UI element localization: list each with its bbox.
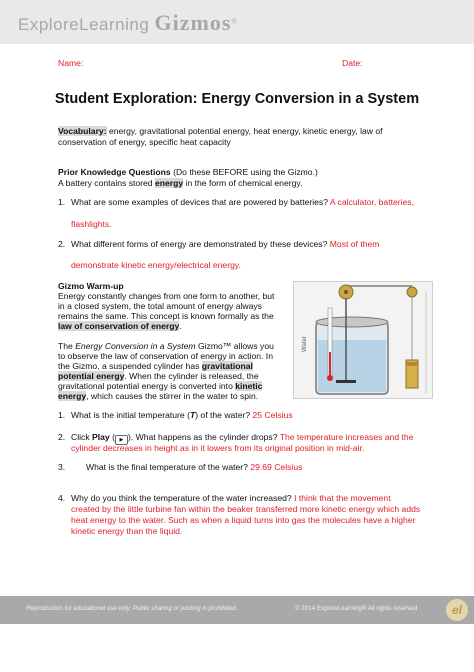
prior-q2-answer-a: Most of them: [329, 239, 380, 249]
energy-term-2: energy: [58, 391, 87, 401]
q4-answer-d: kinetic energy than the liquid.: [71, 526, 183, 536]
q1-text-b: ) of the water?: [195, 410, 253, 420]
warmup-p1-end: .: [179, 321, 182, 331]
play-icon[interactable]: ▶: [115, 435, 128, 445]
potential-energy-term: potential energy: [58, 371, 125, 381]
name-label: Name:: [58, 58, 84, 68]
logo-main: ExploreLearning: [18, 15, 150, 34]
footer-right-text: © 2014 ExploreLearning® All rights reserved: [295, 605, 418, 612]
warmup-p1-l1: Energy constantly changes from one form to another, but: [58, 291, 275, 301]
warmup-p2-l3-a: the Gizmo, a suspended cylinder has: [58, 361, 202, 371]
gizmo-apparatus-image: [293, 281, 433, 399]
q4: [71, 493, 391, 504]
warmup-p2-l2: to observe the law of conservation of energy in action. In: [58, 351, 273, 361]
q2-text-b: (: [109, 432, 115, 442]
apparatus-drawing: [294, 282, 432, 398]
energy-term: energy: [154, 178, 184, 188]
prior-heading-line: [58, 167, 318, 178]
warmup-p2-l1-b: Gizmo™ allows you: [195, 341, 274, 351]
play-label: Play: [92, 432, 110, 442]
warmup-p2-l6-b: , which causes the stirrer in the water to spin.: [86, 391, 259, 401]
prior-q2-answer-b: demonstrate kinetic energy/electrical energy.: [71, 260, 241, 270]
q3-answer: 29.69 Celsius: [250, 462, 303, 472]
warmup-p1-l4: [58, 321, 182, 332]
prior-q1: [71, 197, 414, 208]
prior-q1-number: 1.: [58, 197, 66, 207]
law-conservation-term: law of conservation of energy: [58, 321, 180, 331]
prior-q1-answer-a: A calculator, batteries,: [329, 197, 414, 207]
prior-heading-note: (Do these BEFORE using the Gizmo.): [170, 167, 318, 177]
q4-answer-a: I think that the movement: [294, 493, 391, 503]
warmup-heading: Gizmo Warm-up: [58, 281, 124, 291]
vocabulary-line2: conservation of energy, specific heat capacity: [58, 137, 231, 147]
prior-q1-text: What are some examples of devices that are powered by batteries?: [71, 197, 330, 207]
prior-heading: Prior Knowledge Questions: [58, 167, 171, 177]
prior-intro-b: in the form of chemical energy.: [183, 178, 303, 188]
q4-number: 4.: [58, 493, 66, 503]
explorelearning-badge-icon: el: [446, 599, 468, 621]
warmup-p1-l3: remains the same. This concept is known formally as the: [58, 311, 274, 321]
warmup-p2-l5-a: gravitational potential energy is converted into: [58, 381, 236, 391]
water-label: Water: [302, 336, 308, 352]
prior-q2-text: What different forms of energy are demonstrated by these devices?: [71, 239, 330, 249]
vocabulary-label: Vocabulary:: [58, 126, 107, 136]
page-title: Student Exploration: Energy Conversion in a System: [54, 91, 420, 107]
q2-text-c: ). What happens as the cylinder drops?: [127, 432, 280, 442]
q2-answer-b: cylinder decreases in height as in it lowers from its original position in mid-air.: [71, 443, 365, 453]
kinetic-term: kinetic: [235, 381, 263, 391]
q3-text: What is the final temperature of the water?: [86, 462, 251, 472]
q1-text-a: What is the initial temperature (: [71, 410, 190, 420]
logo-brand: Gizmos: [154, 10, 232, 35]
explorelearning-logo: [18, 10, 237, 36]
warmup-p2-l4-b: . When the cylinder is released, the: [124, 371, 259, 381]
vocabulary-line1: [58, 126, 383, 137]
q3-number: 3.: [58, 462, 66, 472]
vocabulary-terms: energy, gravitational potential energy, heat energy, kinetic energy, law of: [106, 126, 383, 136]
q1-var: T: [189, 410, 196, 420]
q1-answer: 25 Celsius: [252, 410, 293, 420]
page-header: [0, 0, 474, 44]
gizmo-name: Energy Conversion in a System: [75, 341, 196, 351]
stirrer-icon: [336, 380, 356, 383]
q1: [71, 410, 293, 421]
footer-left-text: Reproduction for educational use only. Public sharing or posting is prohibited.: [26, 605, 238, 612]
q4-answer-b: created by the little turbine fan within the beaker transferred more kinetic energy which adds: [71, 504, 421, 514]
prior-intro-a: A battery contains stored: [58, 178, 155, 188]
prior-q1-answer-b: flashlights.: [71, 219, 112, 229]
warmup-p2-l6: [58, 391, 258, 402]
q4-text: Why do you think the temperature of the water increased?: [71, 493, 295, 503]
q3: [86, 462, 302, 473]
q2-answer-a: The temperature increases and the: [279, 432, 414, 442]
prior-q2: [71, 239, 379, 250]
warmup-p2-l1-a: The: [58, 341, 76, 351]
q2-text-a: Click: [71, 432, 93, 442]
date-label: Date:: [342, 58, 363, 68]
warmup-p1-l2: in a closed system, the total amount of energy always: [58, 301, 262, 311]
gravitational-term: gravitational: [201, 361, 253, 371]
prior-q2-number: 2.: [58, 239, 66, 249]
q1-number: 1.: [58, 410, 66, 420]
logo-reg: ®: [231, 18, 238, 26]
q4-answer-c: heat energy to the water. Such as when a liquid turns into gas the molecules have a higher: [71, 515, 416, 525]
prior-intro: [58, 178, 302, 189]
page-footer: [0, 596, 474, 624]
q2-number: 2.: [58, 432, 66, 442]
